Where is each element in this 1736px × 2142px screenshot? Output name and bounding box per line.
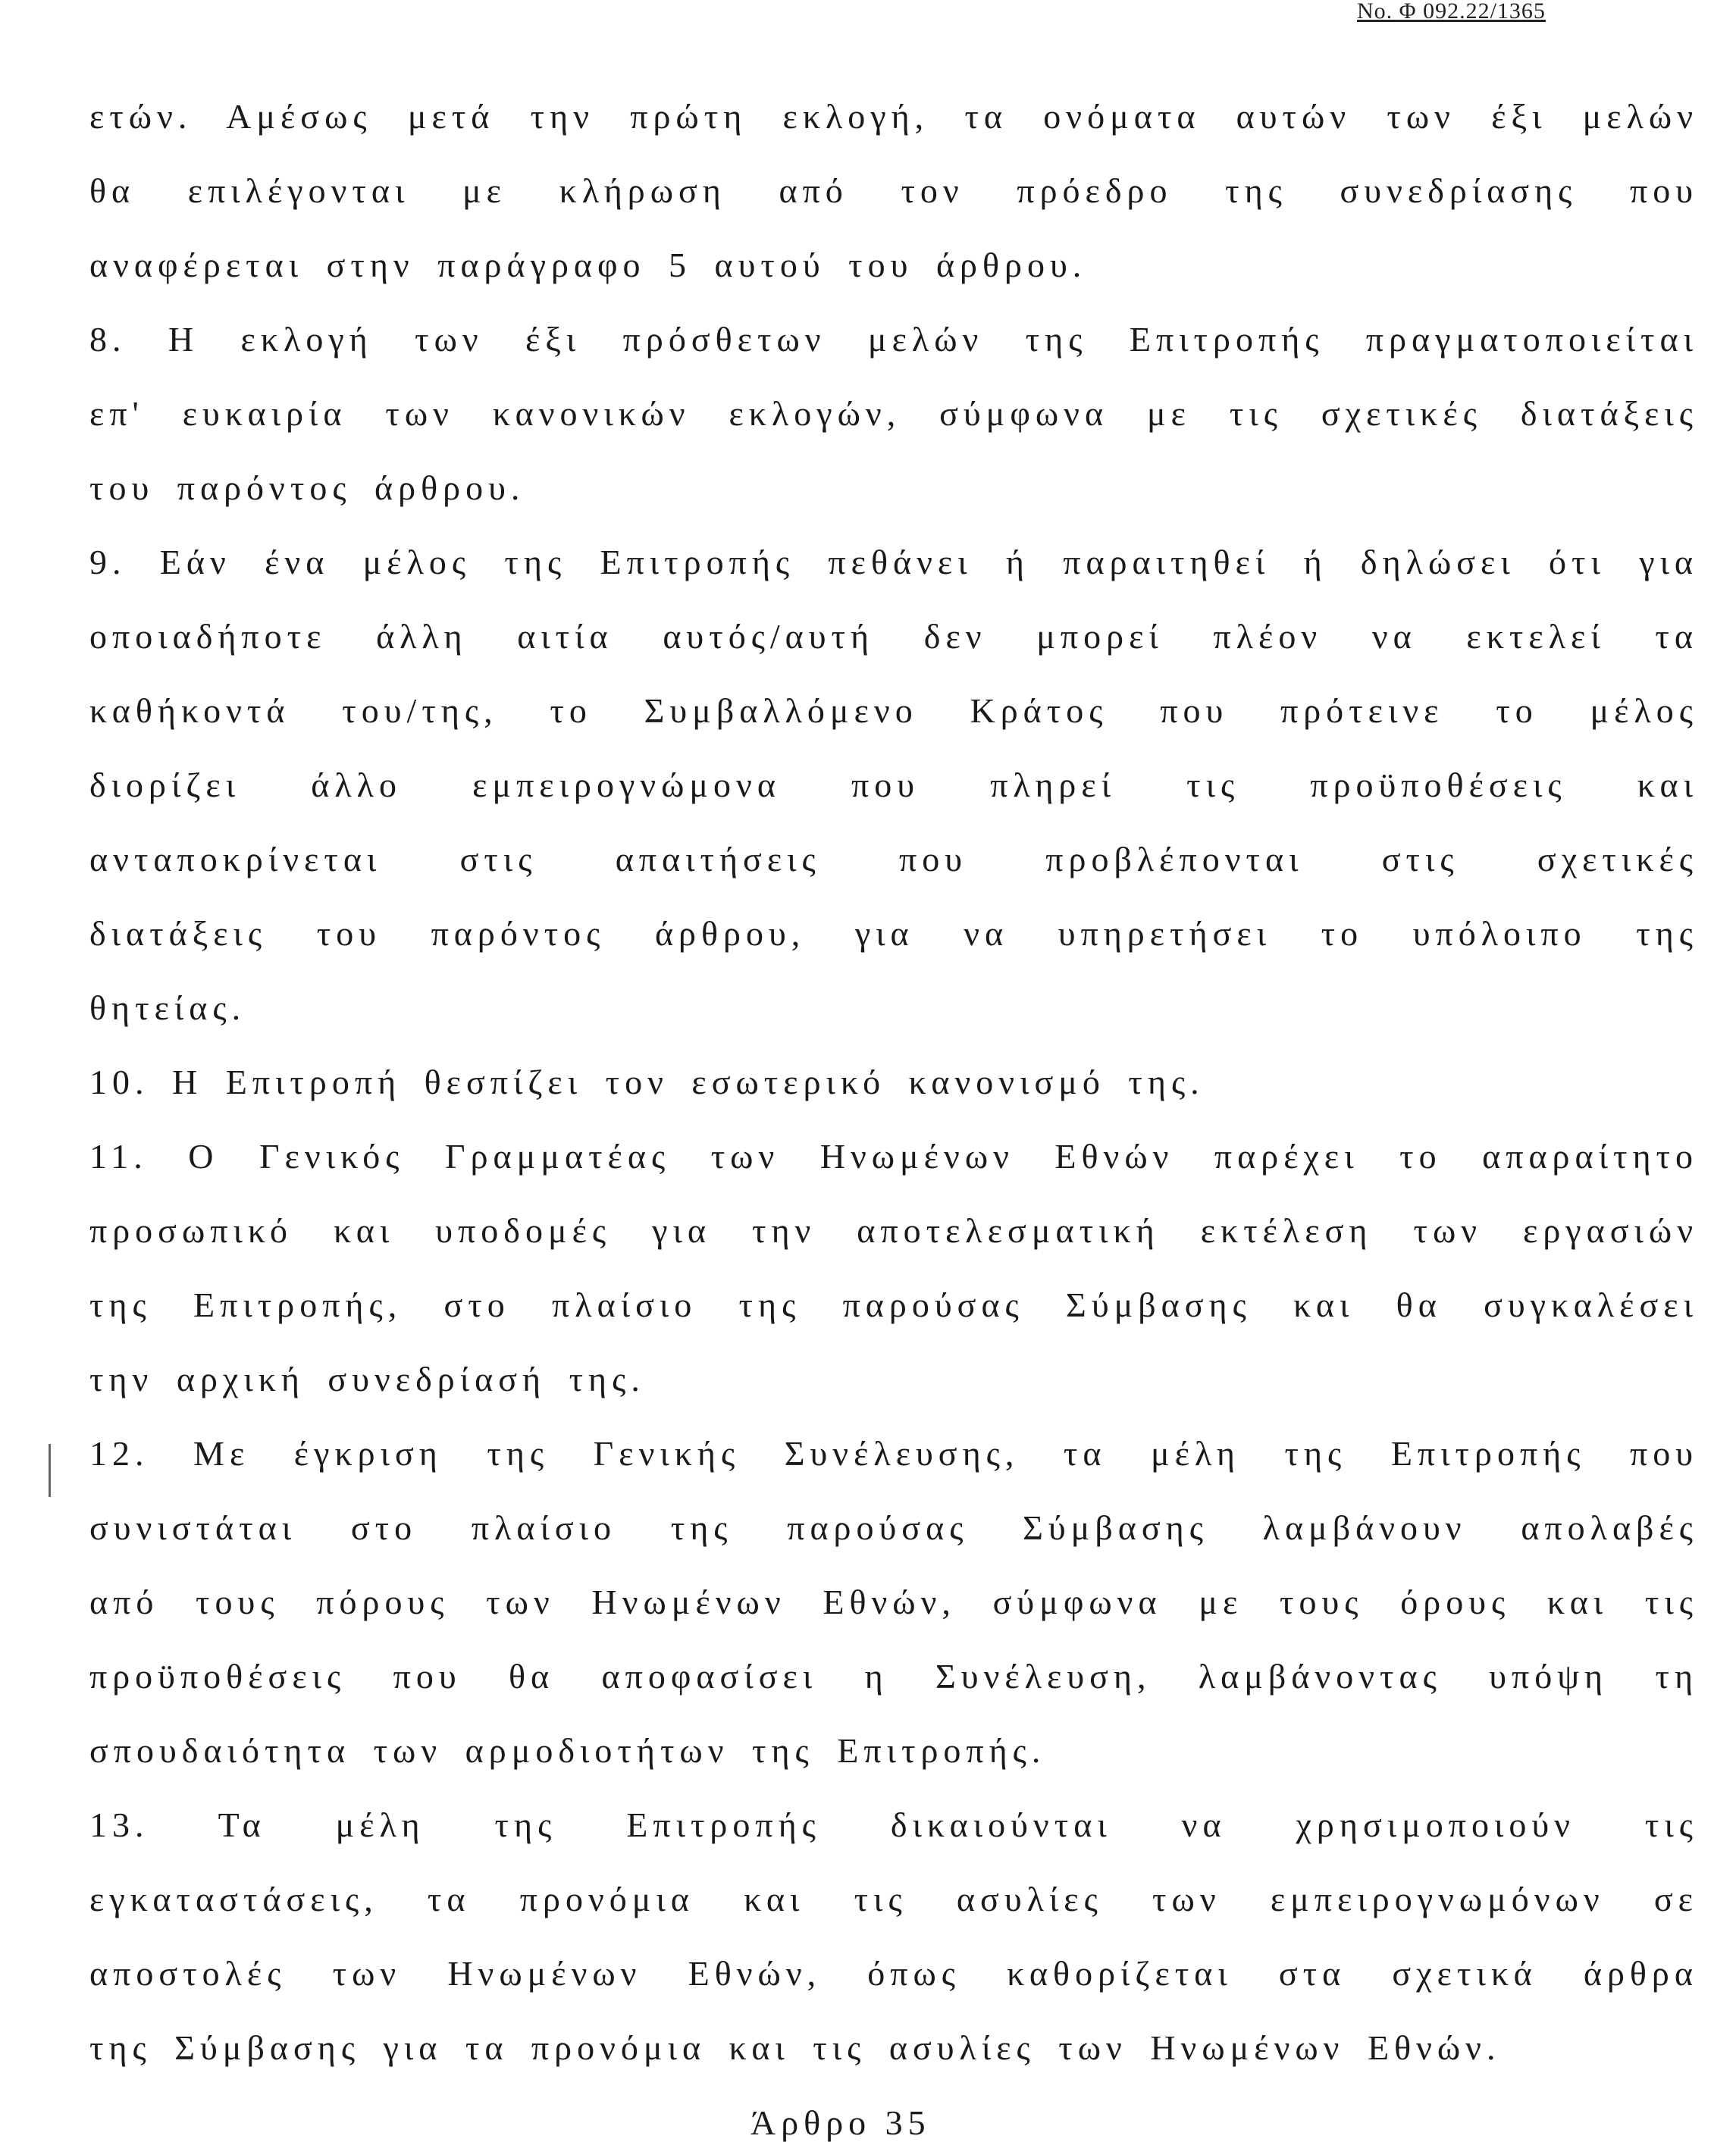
text-line: αναφέρεται στην παράγραφο 5 αυτού του άρθρου. — [89, 246, 1087, 284]
text-line: από τους πόρους των Ηνωμένων Εθνών, σύμφωνα με τους όρους και τις — [89, 1583, 1698, 1621]
text-line: προσωπικό και υποδομές για την αποτελεσματική εκτέλεση των εργασιών — [89, 1211, 1698, 1250]
paragraph-9-start: 9. Εάν ένα μέλος της Επιτροπής πεθάνει ή παραιτηθεί ή δηλώσει ότι για — [89, 543, 1698, 581]
paragraph-12-start: 12. Με έγκριση της Γενικής Συνέλευσης, τα μέλη της Επιτροπής που — [89, 1434, 1698, 1473]
document-reference-number: Νο. Φ 092.22/1365 — [1357, 0, 1546, 23]
text-line: επ' ευκαιρία των κανονικών εκλογών, σύμφωνα με τις σχετικές διατάξεις — [89, 394, 1698, 433]
document-body — [89, 80, 1698, 2085]
paragraph-10: 10. Η Επιτροπή θεσπίζει τον εσωτερικό κανονισμό της. — [89, 1063, 1205, 1101]
text-line: του παρόντος άρθρου. — [89, 468, 525, 507]
text-line: διατάξεις του παρόντος άρθρου, για να υπηρετήσει το υπόλοιπο της — [89, 914, 1698, 953]
text-line: ετών. Αμέσως μετά την πρώτη εκλογή, τα ονόματα αυτών των έξι μελών — [89, 97, 1698, 136]
paragraph-8-start: 8. Η εκλογή των έξι πρόσθετων μελών της Επιτροπής πραγματοποιείται — [89, 320, 1698, 359]
text-line: εγκαταστάσεις, τα προνόμια και τις ασυλίες των εμπειρογνωμόνων σε — [89, 1880, 1698, 1918]
text-line: καθήκοντά του/της, το Συμβαλλόμενο Κράτος που πρότεινε το μέλος — [89, 691, 1698, 730]
text-line: θητείας. — [89, 988, 246, 1027]
text-line: θα επιλέγονται με κλήρωση από τον πρόεδρο της συνεδρίασης που — [89, 171, 1698, 210]
next-article-heading: Άρθρο 35 — [750, 2103, 931, 2142]
text-line: συνιστάται στο πλαίσιο της παρούσας Σύμβασης λαμβάνουν απολαβές — [89, 1508, 1698, 1547]
paragraph-11-start: 11. Ο Γενικός Γραμματέας των Ηνωμένων Εθνών παρέχει το απαραίτητο — [89, 1137, 1698, 1176]
scan-margin-mark — [49, 1444, 51, 1497]
text-line: της Επιτροπής, στο πλαίσιο της παρούσας Σύμβασης και θα συγκαλέσει — [89, 1286, 1698, 1324]
text-line: οποιαδήποτε άλλη αιτία αυτός/αυτή δεν μπορεί πλέον να εκτελεί τα — [89, 617, 1698, 656]
paragraph-13-start: 13. Τα μέλη της Επιτροπής δικαιούνται να χρησιμοποιούν τις — [89, 1805, 1698, 1844]
text-line: της Σύμβασης για τα προνόμια και τις ασυλίες των Ηνωμένων Εθνών. — [89, 2028, 1501, 2067]
text-line: διορίζει άλλο εμπειρογνώμονα που πληρεί τις προϋποθέσεις και — [89, 766, 1698, 804]
text-line: προϋποθέσεις που θα αποφασίσει η Συνέλευση, λαμβάνοντας υπόψη τη — [89, 1657, 1698, 1696]
text-line: την αρχική συνεδρίασή της. — [89, 1360, 645, 1398]
text-line: ανταποκρίνεται στις απαιτήσεις που προβλέπονται στις σχετικές — [89, 840, 1698, 878]
text-line: σπουδαιότητα των αρμοδιοτήτων της Επιτροπής. — [89, 1731, 1046, 1770]
text-line: αποστολές των Ηνωμένων Εθνών, όπως καθορίζεται στα σχετικά άρθρα — [89, 1954, 1698, 1993]
